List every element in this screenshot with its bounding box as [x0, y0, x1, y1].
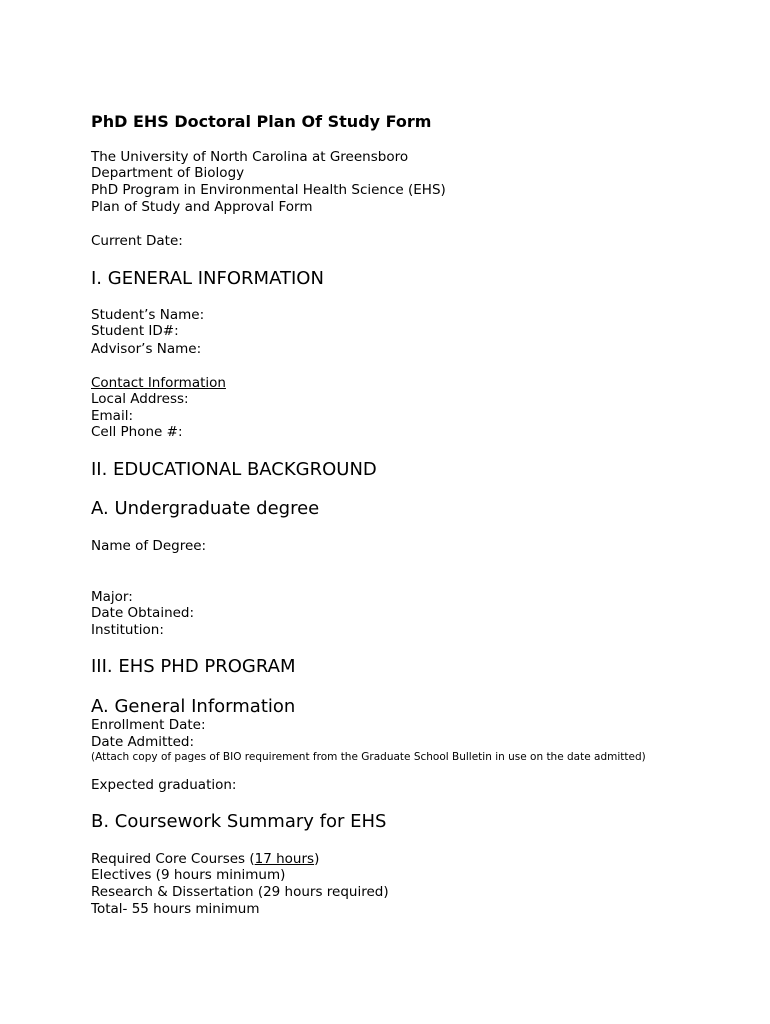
electives-line: Electives (9 hours minimum)	[91, 867, 286, 883]
form-title: PhD EHS Doctoral Plan Of Study Form	[91, 112, 432, 131]
institution-label: Institution:	[91, 622, 164, 638]
degree-name-label: Name of Degree:	[91, 538, 207, 554]
general-information-heading: I. GENERAL INFORMATION	[91, 268, 324, 289]
local-address-label: Local Address:	[91, 391, 189, 407]
student-name-label: Student’s Name:	[91, 307, 205, 323]
enrollment-date-label: Enrollment Date:	[91, 717, 206, 733]
contact-information-heading: Contact Information	[91, 375, 226, 391]
cell-phone-label: Cell Phone #:	[91, 424, 183, 440]
undergraduate-degree-heading: A. Undergraduate degree	[91, 498, 320, 519]
total-hours-line: Total- 55 hours minimum	[91, 901, 260, 917]
expected-graduation-label: Expected graduation:	[91, 777, 237, 793]
core-courses-prefix: Required Core Courses (	[91, 851, 255, 867]
current-date-label: Current Date:	[91, 233, 183, 249]
student-id-label: Student ID#:	[91, 323, 179, 339]
program-name: PhD Program in Environmental Health Science (EHS)	[91, 182, 446, 198]
attach-note: (Attach copy of pages of BIO requirement from the Graduate School Bulletin in use on the date admitted)	[91, 751, 646, 763]
major-label: Major:	[91, 589, 133, 605]
date-admitted-label: Date Admitted:	[91, 734, 195, 750]
core-courses-line	[91, 851, 319, 868]
general-information-subheading: A. General Information	[91, 696, 296, 717]
department-name: Department of Biology	[91, 165, 245, 181]
date-obtained-label: Date Obtained:	[91, 605, 195, 621]
email-label: Email:	[91, 408, 134, 424]
university-name: The University of North Carolina at Greensboro	[91, 149, 409, 165]
core-courses-hours: 17 hours	[254, 851, 315, 867]
form-name: Plan of Study and Approval Form	[91, 199, 313, 215]
ehs-program-heading: III. EHS PHD PROGRAM	[91, 656, 296, 677]
educational-background-heading: II. EDUCATIONAL BACKGROUND	[91, 459, 377, 480]
advisor-name-label: Advisor’s Name:	[91, 341, 202, 357]
coursework-summary-heading: B. Coursework Summary for EHS	[91, 811, 387, 832]
research-dissertation-line: Research & Dissertation (29 hours required)	[91, 884, 389, 900]
core-courses-suffix: )	[314, 851, 320, 867]
